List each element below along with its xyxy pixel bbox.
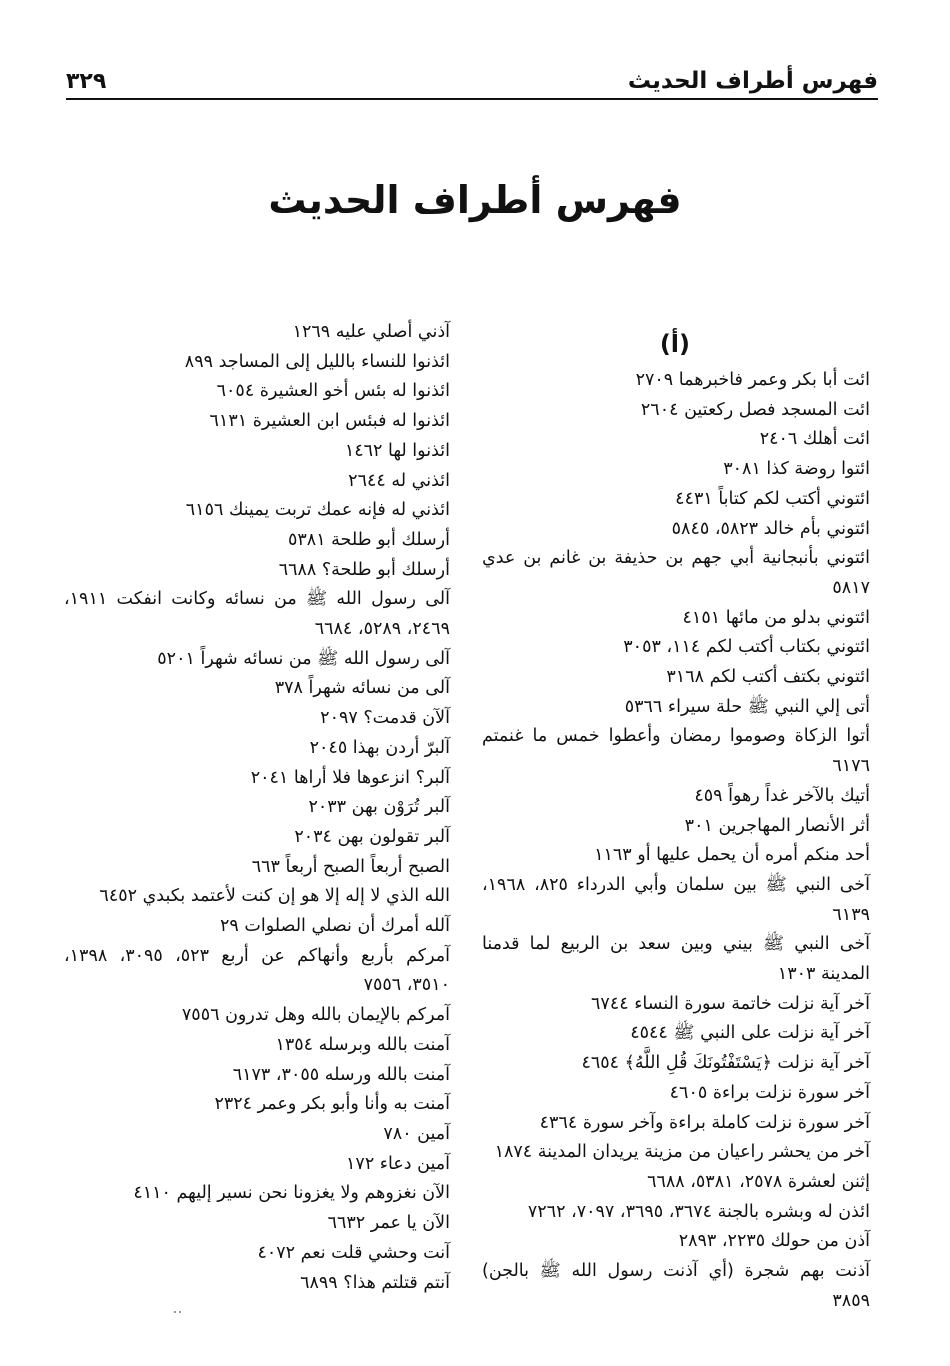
index-entry: ائذني له ٢٦٤٤ <box>348 470 450 491</box>
index-entry: أرسلك أبو طلحة ٥٣٨١ <box>288 529 450 550</box>
index-entry: آخى النبي ﷺ بيني وبين سعد بن الربيع لما قدمنا المدينة ١٣٠٣ <box>482 934 870 985</box>
index-entry: ائذنوا لها ١٤٦٢ <box>344 440 450 461</box>
index-entry: ائذن له وبشره بالجنة ٣٦٧٤، ٣٦٩٥، ٧٠٩٧، ٧٢٦٢ <box>527 1201 870 1222</box>
index-column-left <box>64 318 450 1298</box>
index-entry: ائتوا روضة كذا ٣٠٨١ <box>723 459 870 480</box>
running-header <box>66 58 878 100</box>
index-entry: أثر الأنصار المهاجرين ٣٠١ <box>684 815 870 836</box>
index-entry: آمين ٧٨٠ <box>383 1123 450 1144</box>
index-entry: أرسلك أبو طلحة؟ ٦٦٨٨ <box>278 559 450 580</box>
index-entry: أتى إلي النبي ﷺ حلة سيراء ٥٣٦٦ <box>624 696 870 717</box>
index-entry: ائتوني بأم خالد ٥٨٢٣، ٥٨٤٥ <box>671 518 870 539</box>
index-entry: الصبح أربعاً الصبح أربعاً ٦٦٣ <box>251 856 450 877</box>
index-entry: آذن من حولك ٢٢٣٥، ٢٨٩٣ <box>678 1231 870 1252</box>
index-entry: آلى رسول الله ﷺ من نسائه وكانت انفكت ١٩١١، ٢٤٦٩، ٥٢٨٩، ٦٦٨٤ <box>64 589 450 640</box>
section-letter: (أ) <box>659 330 690 358</box>
index-entry: آلى رسول الله ﷺ من نسائه شهراً ٥٢٠١ <box>157 648 450 669</box>
page-number: ٣٢٩ <box>66 69 107 94</box>
index-entry: ائت أبا بكر وعمر فاخبرهما ٢٧٠٩ <box>635 370 870 390</box>
index-entry: ائتوني بكتاب أكتب لكم ١١٤، ٣٠٥٣ <box>623 637 870 658</box>
index-entry: آخر آية نزلت على النبي ﷺ ٤٥٤٤ <box>630 1023 870 1044</box>
index-entry: آمركم بالإيمان بالله وهل تدرون ٧٥٥٦ <box>181 1005 450 1026</box>
index-entry: آمنت بالله وبرسله ١٣٥٤ <box>275 1034 450 1055</box>
index-entry: آلبر تُرَوْن بهن ٢٠٣٣ <box>308 797 450 818</box>
index-entry: آمين دعاء ١٧٢ <box>346 1153 450 1174</box>
index-entry: ائتوني بأنبجانية أبي جهم بن حذيفة بن غانم بن عدي ٥٨١٧ <box>482 548 870 598</box>
index-entry: إثنن لعشرة ٢٥٧٨، ٥٣٨١، ٦٦٨٨ <box>647 1171 870 1192</box>
index-entry: آمنت به وأنا وأبو بكر وعمر ٢٣٢٤ <box>214 1094 450 1115</box>
index-entry: ائذني له فإنه عمك تربت يمينك ٦١٥٦ <box>185 500 450 521</box>
index-entry: آنت وحشي قلت نعم ٤٠٧٢ <box>257 1242 450 1263</box>
index-entry: آلبر؟ انزعوها فلا أراها ٢٠٤١ <box>250 767 450 788</box>
index-entry: آذنت بهم شجرة (أي آذنت رسول الله ﷺ بالجن) ٣٨٥٩ <box>482 1261 870 1311</box>
index-entry: ائتوني بكتف أكتب لكم ٣١٦٨ <box>666 667 870 688</box>
index-entry: آخر آية نزلت خاتمة سورة النساء ٦٧٤٤ <box>591 993 870 1014</box>
index-entry: الآن نغزوهم ولا يغزونا نحن نسير إليهم ٤١١٠ <box>133 1183 450 1204</box>
index-entry: آخر من يحشر راعيان من مزينة يريدان المدينة ١٨٧٤ <box>494 1142 870 1163</box>
index-entry: آمركم بأربع وأنهاكم عن أربع ٥٢٣، ٣٠٩٥، ١٣٩٨، ٣٥١٠، ٧٥٥٦ <box>64 945 450 996</box>
page-title: فهرس أطراف الحديث <box>268 178 682 222</box>
index-column-right <box>482 366 870 1317</box>
index-entry: آلآن قدمت؟ ٢٠٩٧ <box>320 708 450 729</box>
index-entry: آنتم قتلتم هذا؟ ٦٨٩٩ <box>300 1272 450 1293</box>
index-entry: آخى النبي ﷺ بين سلمان وأبي الدرداء ٨٢٥، ١٩٦٨، ٦١٣٩ <box>482 874 870 925</box>
index-entry: ائذنوا له بئس أخو العشيرة ٦٠٥٤ <box>216 381 450 402</box>
index-entry: آخر سورة نزلت كاملة براءة وآخر سورة ٤٣٦٤ <box>539 1112 870 1133</box>
index-entry: ائتوني أكتب لكم كتاباً ٤٤٣١ <box>675 488 870 509</box>
index-entry: آمنت بالله ورسله ٣٠٥٥، ٦١٧٣ <box>232 1064 450 1085</box>
index-entry: أتوا الزكاة وصوموا رمضان وأعطوا خمس ما غنمتم ٦١٧٦ <box>482 726 870 777</box>
running-title: فهرس أطراف الحديث <box>627 68 878 94</box>
index-entry: آلله أمرك أن نصلي الصلوات ٢٩ <box>220 916 450 937</box>
index-entry: آلبر تقولون بهن ٢٠٣٤ <box>294 826 450 847</box>
index-entry: آذني أصلي عليه ١٢٦٩ <box>292 322 450 342</box>
index-entry: الآن يا عمر ٦٦٣٢ <box>327 1213 450 1234</box>
index-entry: ائذنوا له فبئس ابن العشيرة ٦١٣١ <box>209 411 450 432</box>
index-entry: آخر سورة نزلت براءة ٤٦٠٥ <box>669 1082 870 1103</box>
index-entry: آلى من نسائه شهراً ٣٧٨ <box>274 678 450 699</box>
index-entry: آلبرّ أردن بهذا ٢٠٤٥ <box>309 737 450 758</box>
index-entry: ائت أهلك ٢٤٠٦ <box>759 429 870 450</box>
index-entry: ائذنوا للنساء بالليل إلى المساجد ٨٩٩ <box>184 351 450 372</box>
index-entry: ائت المسجد فصل ركعتين ٢٦٠٤ <box>640 399 870 420</box>
scan-specks <box>172 1298 184 1302</box>
index-entry: أحد منكم أمره أن يحمل عليها أو ١١٦٣ <box>594 845 870 866</box>
index-entry: أتيك بالآخر غداً رهواً ٤٥٩ <box>694 785 870 806</box>
index-entry: آخر آية نزلت ﴿يَسْتَفْتُونَكَ قُلِ اللَّهُ﴾ ٤٦٥٤ <box>581 1053 870 1074</box>
index-entry: ائتوني بدلو من مائها ٤١٥١ <box>682 607 870 628</box>
index-entry: الله الذي لا إله إلا هو إن كنت لأعتمد بكبدي ٦٤٥٢ <box>99 886 450 907</box>
